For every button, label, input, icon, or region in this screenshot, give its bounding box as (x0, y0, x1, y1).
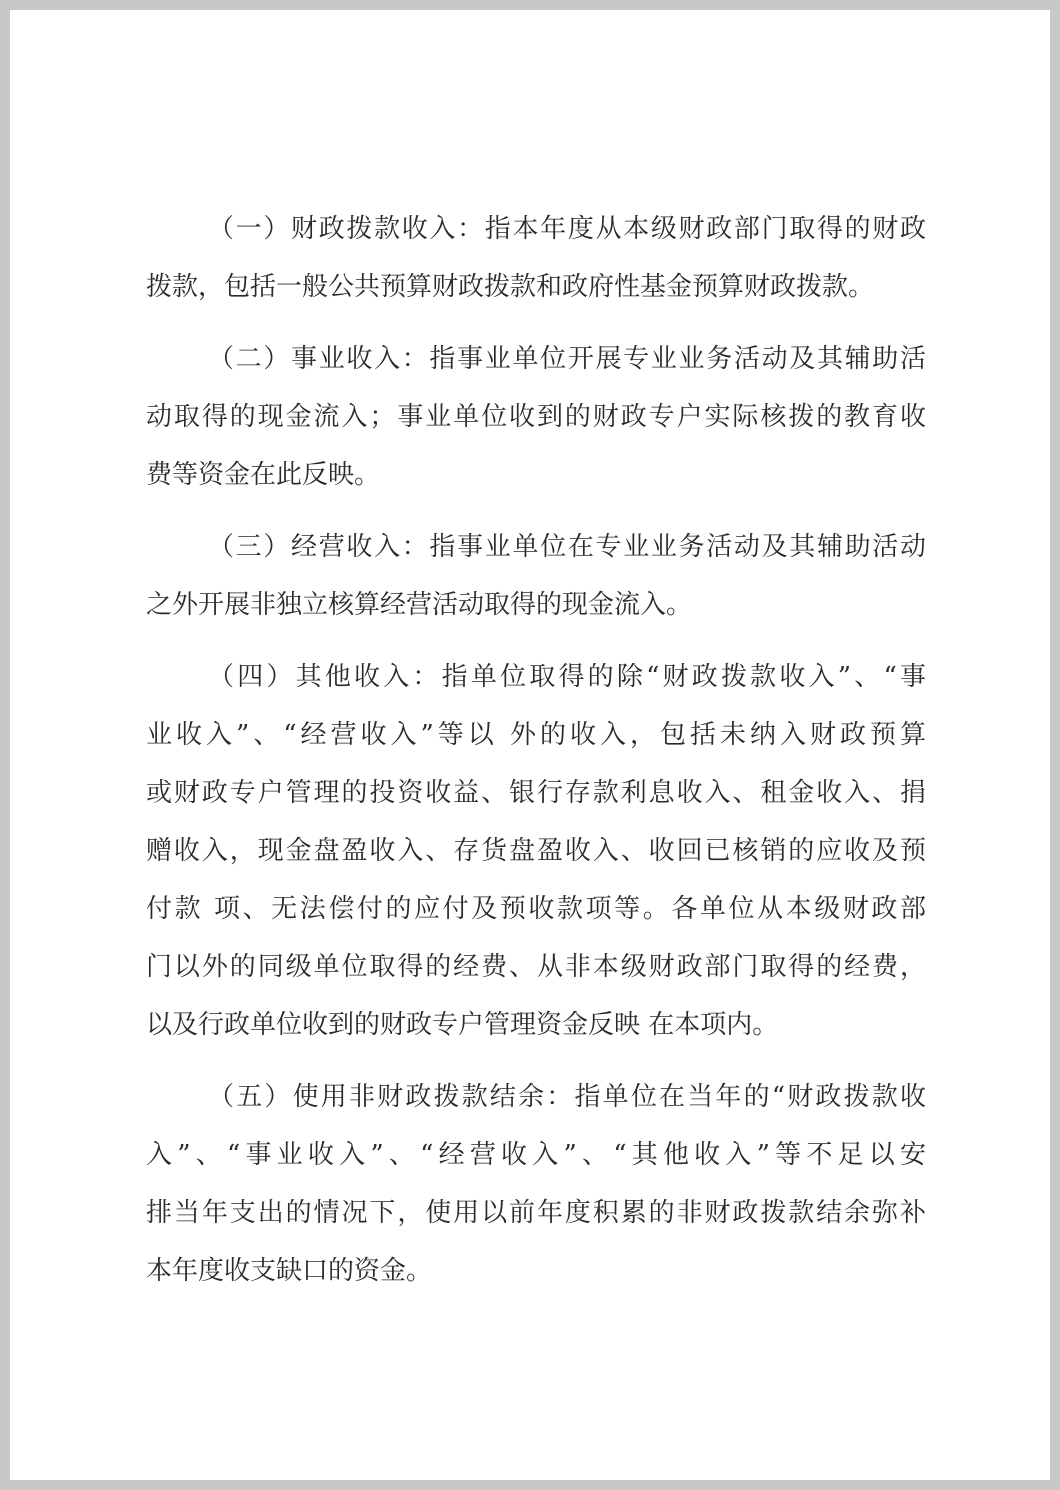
paragraph-business-income (146, 330, 926, 504)
text-line: 入”、“事业收入”、“经营收入”、“其他收入”等不足以安 (146, 1140, 926, 1170)
document-page (10, 10, 1050, 1480)
text-line: 拨款，包括一般公共预算财政拨款和政府性基金预算财政拨款。 (146, 272, 875, 302)
text-line: 付款 项、无法偿付的应付及预收款项等。各单位从本级财政部 (146, 894, 926, 924)
paragraph-other-income (146, 648, 926, 1054)
text-line: （三）经营收入：指事业单位在专业业务活动及其辅助活动 (208, 532, 926, 562)
document-body (146, 200, 926, 1314)
text-line: 排当年支出的情况下，使用以前年度积累的非财政拨款结余弥补 (146, 1198, 926, 1228)
text-line: 费等资金在此反映。 (146, 460, 381, 490)
text-line: 门以外的同级单位取得的经费、从非本级财政部门取得的经费， (146, 952, 926, 982)
paragraph-operating-income (146, 518, 926, 634)
text-line: （二）事业收入：指事业单位开展专业业务活动及其辅助活 (208, 344, 926, 374)
text-line: 动取得的现金流入；事业单位收到的财政专户实际核拨的教育收 (146, 402, 926, 432)
text-line: 之外开展非独立核算经营活动取得的现金流入。 (146, 590, 693, 620)
text-line: （五）使用非财政拨款结余：指单位在当年的“财政拨款收 (208, 1082, 926, 1112)
text-line: 以及行政单位收到的财政专户管理资金反映 在本项内。 (146, 1010, 779, 1040)
text-line: 业收入”、“经营收入”等以 外的收入，包括未纳入财政预算 (146, 720, 926, 750)
text-line: 本年度收支缺口的资金。 (146, 1256, 433, 1286)
text-line: 或财政专户管理的投资收益、银行存款利息收入、租金收入、捐 (146, 778, 926, 808)
text-line: （一）财政拨款收入：指本年度从本级财政部门取得的财政 (208, 214, 926, 244)
text-line: 赠收入，现金盘盈收入、存货盘盈收入、收回已核销的应收及预 (146, 836, 926, 866)
paragraph-non-fiscal-surplus (146, 1068, 926, 1300)
text-line: （四）其他收入：指单位取得的除“财政拨款收入”、“事 (208, 662, 926, 692)
paragraph-fiscal-appropriation-income (146, 200, 926, 316)
